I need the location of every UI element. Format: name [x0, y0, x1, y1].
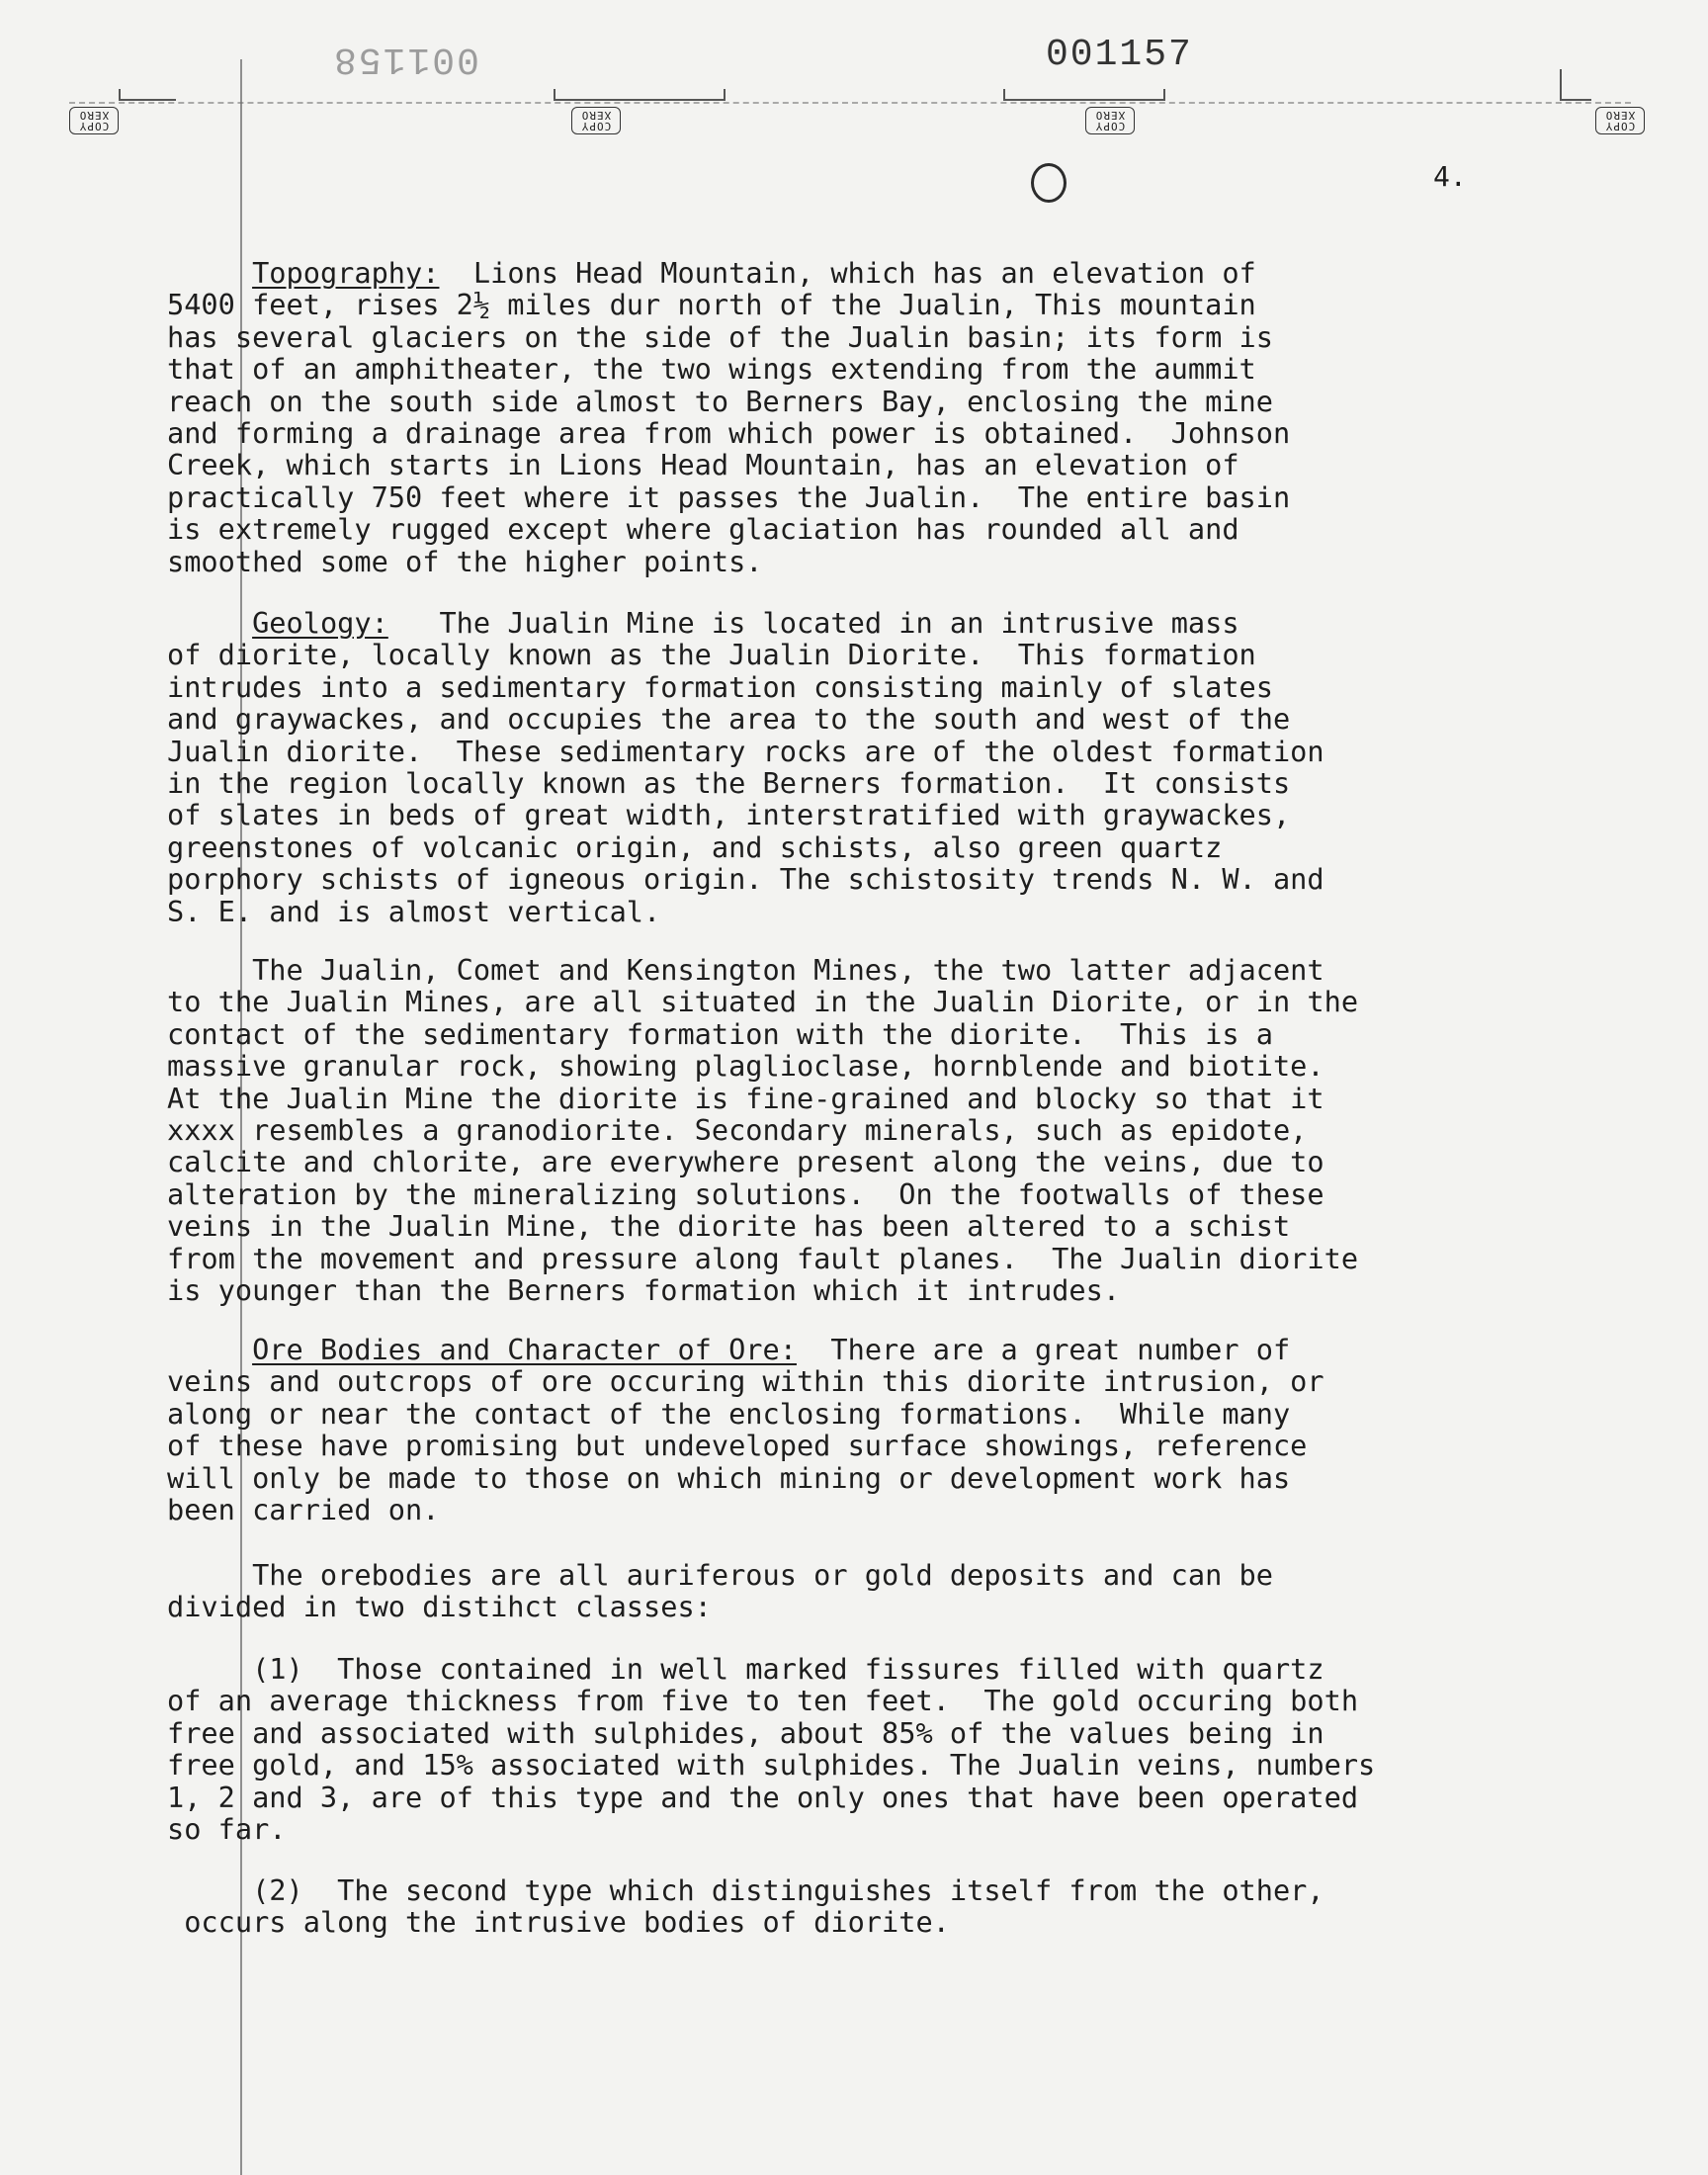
faded-document-number: 001158 — [332, 38, 479, 80]
text-line: occurs along the intrusive bodies of diorite. — [167, 1905, 950, 1940]
document-number: 001157 — [1046, 34, 1193, 76]
text-line: Creek, which starts in Lions Head Mountain, has an elevation of — [167, 448, 1239, 482]
text-line: calcite and chlorite, are everywhere present along the veins, due to — [167, 1145, 1324, 1179]
text-line: S. E. and is almost vertical. — [167, 894, 661, 928]
paragraph-geology — [167, 607, 1551, 927]
text-line: Ore Bodies and Character of Ore: There are a great number of — [252, 1333, 1291, 1366]
paragraph-topography — [167, 257, 1551, 577]
text-line: free and associated with sulphides, about 85% of the values being in — [167, 1715, 1324, 1750]
text-line: veins and outcrops of ore occuring within this diorite intrusion, or — [167, 1364, 1324, 1399]
text-line: will only be made to those on which mining or development work has — [167, 1460, 1291, 1495]
text-line: alteration by the mineralizing solutions. On the footwalls of these — [167, 1176, 1324, 1211]
text-line: practically 750 feet where it passes the Jualin. The entire basin — [167, 479, 1291, 514]
text-line: divided in two distihct classes: — [167, 1590, 712, 1624]
text-line: of slates in beds of great width, interstratified with graywackes, — [167, 798, 1291, 832]
scan-bracket-mark — [1560, 69, 1591, 101]
text-line: and graywackes, and occupies the area to the south and west of the — [167, 702, 1291, 737]
text-line: is younger than the Berners formation which it intrudes. — [167, 1273, 1121, 1308]
text-line: xxxx resembles a granodiorite. Secondary minerals, such as epidote, — [167, 1113, 1308, 1148]
text-line: At the Jualin Mine the diorite is fine-grained and blocky so that it — [167, 1081, 1324, 1115]
text-line: smoothed some of the higher points. — [167, 544, 763, 578]
text-line: been carried on. — [167, 1493, 440, 1527]
text-line: porphory schists of igneous origin. The schistosity trends N. W. and — [167, 862, 1324, 897]
text-line: (1) Those contained in well marked fissures filled with quartz — [167, 1652, 1324, 1686]
paragraph-ore-bodies — [167, 1334, 1551, 1525]
text-line: of diorite, locally known as the Jualin Diorite. This formation — [167, 638, 1256, 672]
text-line: (2) The second type which distinguishes itself from the other, — [167, 1873, 1324, 1907]
scan-bracket-mark — [1003, 89, 1165, 101]
scan-dash-line — [69, 102, 1631, 104]
text-line: Geology: The Jualin Mine is located in an intrusive mass — [252, 606, 1239, 640]
scan-bracket-mark — [554, 89, 726, 101]
page-number: 4. — [1433, 160, 1467, 193]
text-line: massive granular rock, showing plaglioclase, hornblende and biotite. — [167, 1049, 1324, 1084]
text-line: greenstones of volcanic origin, and schists, also green quartz — [167, 829, 1223, 864]
section-heading: Geology: — [252, 606, 388, 640]
section-heading: Topography: — [252, 256, 440, 290]
xero-copy-stamp: COPY XERO — [571, 107, 621, 134]
paragraph-class-one — [167, 1653, 1551, 1845]
text-line: free gold, and 15% associated with sulphides. The Jualin veins, numbers — [167, 1748, 1376, 1783]
handwritten-circle-mark — [1031, 163, 1067, 203]
text-line: of these have promising but undeveloped surface showings, reference — [167, 1429, 1308, 1463]
text-line: The orebodies are all auriferous or gold deposits and can be — [167, 1558, 1273, 1592]
text-line: to the Jualin Mines, are all situated in the Jualin Diorite, or in the — [167, 985, 1359, 1019]
paragraph-orebody-classes — [167, 1559, 1551, 1623]
text-line: The Jualin, Comet and Kensington Mines, the two latter adjacent — [167, 953, 1324, 987]
text-line: is extremely rugged except where glaciation has rounded all and — [167, 512, 1239, 547]
xero-copy-stamp: COPY XERO — [1595, 107, 1645, 134]
text-line: 5400 feet, rises 2½ miles dur north of the Jualin, This mountain — [167, 288, 1256, 322]
text-line: Jualin diorite. These sedimentary rocks are of the oldest formation — [167, 734, 1324, 768]
text-line: has several glaciers on the side of the Jualin basin; its form is — [167, 319, 1273, 354]
text-line: 1, 2 and 3, are of this type and the only ones that have been operated — [167, 1780, 1359, 1814]
xero-copy-stamp: COPY XERO — [69, 107, 119, 134]
text-line: in the region locally known as the Berners formation. It consists — [167, 766, 1291, 801]
text-line: and forming a drainage area from which power is obtained. Johnson — [167, 416, 1291, 451]
text-line: Topography: Lions Head Mountain, which has an elevation of — [252, 256, 1256, 290]
text-line: from the movement and pressure along fault planes. The Jualin diorite — [167, 1241, 1359, 1275]
text-line: of an average thickness from five to ten feet. The gold occuring both — [167, 1684, 1359, 1718]
text-line: that of an amphitheater, the two wings extending from the aummit — [167, 352, 1256, 387]
paragraph-mines-diorite — [167, 954, 1551, 1306]
text-line: contact of the sedimentary formation with the diorite. This is a — [167, 1016, 1273, 1051]
text-line: reach on the south side almost to Berners Bay, enclosing the mine — [167, 384, 1273, 418]
text-line: so far. — [167, 1812, 287, 1847]
xero-copy-stamp: COPY XERO — [1085, 107, 1135, 134]
text-line: along or near the contact of the enclosing formations. While many — [167, 1396, 1291, 1431]
section-heading: Ore Bodies and Character of Ore: — [252, 1333, 797, 1366]
scan-bracket-mark — [119, 89, 176, 101]
text-line: veins in the Jualin Mine, the diorite has been altered to a schist — [167, 1209, 1291, 1244]
text-line: intrudes into a sedimentary formation consisting mainly of slates — [167, 669, 1273, 704]
paragraph-class-two — [167, 1874, 1551, 1939]
